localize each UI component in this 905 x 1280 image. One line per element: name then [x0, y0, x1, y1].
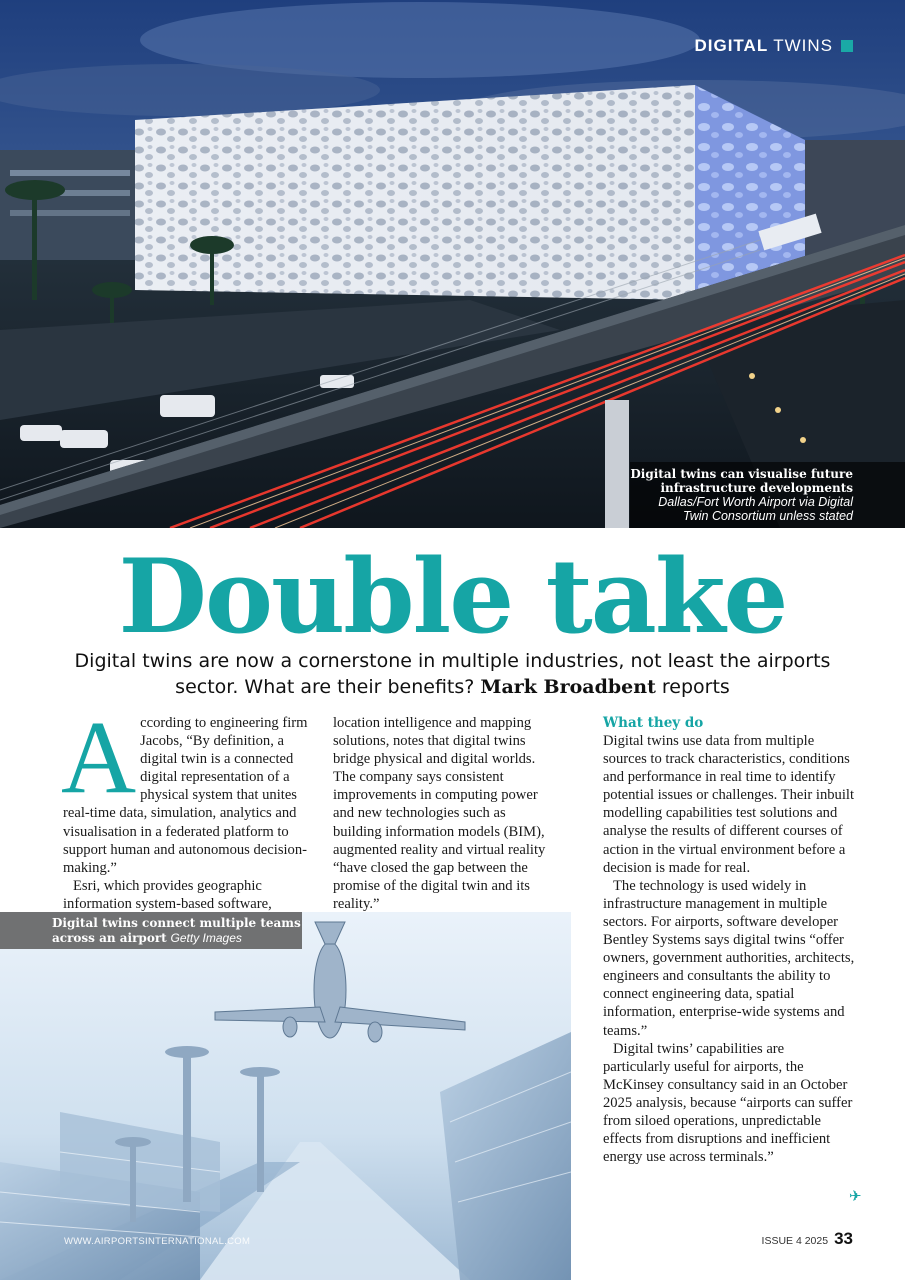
issue-label: ISSUE 4 2025	[761, 1235, 829, 1247]
author-name: Mark Broadbent	[480, 676, 656, 698]
plane-caption-credit: Getty Images	[170, 931, 242, 945]
paragraph-3: location intelligence and mapping solutions, notes that digital twins bridge physical and digital worlds.	[333, 715, 536, 768]
intro-paragraph	[61, 700, 315, 877]
footer-issue	[762, 1229, 853, 1249]
section-tag	[694, 36, 853, 56]
hero-illustration	[0, 0, 905, 528]
standfirst	[60, 648, 845, 700]
article-column-2	[333, 714, 555, 913]
hero-image	[0, 0, 905, 528]
paragraph-5: Digital twins use data from multiple sources to track characteristics, conditions and performance in real time to identify potential issues or challenges. Their inbuilt modelling capabilities test solutions and analyse the results of different courses of action in the virtual environment before a decision is made for real.	[603, 733, 855, 876]
plane-image	[0, 912, 571, 1280]
page-number: 33	[834, 1229, 853, 1248]
hero-caption-title: Digital twins can visualise future infrastructure developments	[630, 467, 853, 495]
subhead-what-they-do: What they do	[603, 715, 704, 731]
standfirst-text: Digital twins are now a cornerstone in multiple industries, not least the airports sector. What are their benefits?	[74, 650, 831, 698]
article-column-1	[61, 700, 315, 913]
hero-caption-credit: Dallas/Fort Worth Airport via Digital Twin Consortium unless stated	[658, 495, 853, 523]
section-tag-light: TWINS	[773, 36, 833, 55]
plane-caption-title: Digital twins connect multiple teams across an airport	[52, 916, 301, 945]
standfirst-suffix: reports	[661, 676, 730, 698]
headline: Double take	[118, 537, 787, 657]
plane-illustration	[0, 912, 571, 1280]
paragraph-7: Digital twins’ capabilities are particularly useful for airports, the McKinsey consultancy said in an October 2025 analysis, because “airports can suffer from siloed operations, unpredictable effects from disruptions and inefficient energy use across terminals.”	[603, 1040, 853, 1166]
paragraph-1: ccording to engineering firm Jacobs, “By definition, a digital twin is a connected digital representation of a physical system that unites real-time data, simulation, analytics and visualisation in a federated platform to support human and autonomous decision-making.”	[63, 715, 308, 876]
section-tag-bold: DIGITAL	[694, 36, 769, 55]
paragraph-4: The company says consistent improvements in computing power and new technologies such as building information models (BIM), augmented reality and virtual reality “have closed the gap between the promise of the digital twin and its reality.”	[333, 769, 546, 912]
paragraph-2: Esri, which provides geographic information system-based software,	[63, 877, 272, 912]
section-square-icon	[841, 40, 853, 52]
drop-cap: A	[61, 700, 137, 815]
paragraph-6: The technology is used widely in infrastructure management in multiple sectors. For airports, software developer Bentley Systems says digital twins “offer owners, government authorities, architects, engineers and consultants the ability to connect engineering data, spatial information, enterprise-wide systems and teams.”	[603, 877, 855, 1039]
article-column-3	[603, 714, 855, 1166]
plane-caption	[0, 912, 302, 949]
hero-caption	[630, 462, 905, 528]
plane-end-icon: ✈	[849, 1187, 862, 1205]
footer-url: WWW.AIRPORTSINTERNATIONAL.COM	[64, 1236, 251, 1247]
